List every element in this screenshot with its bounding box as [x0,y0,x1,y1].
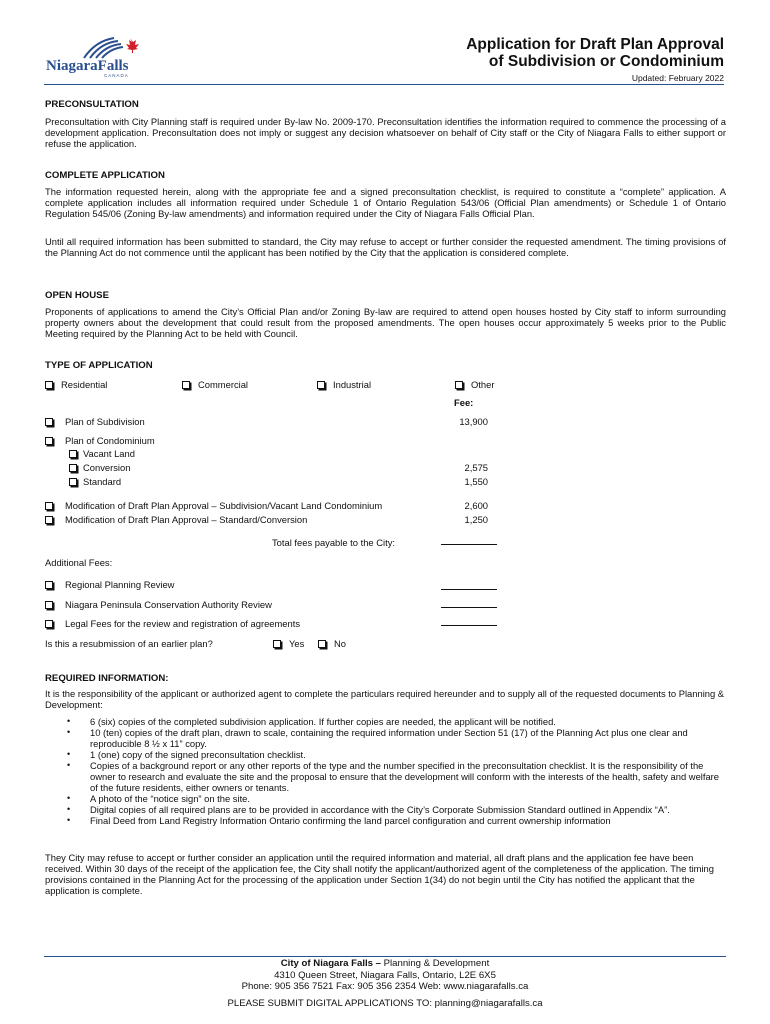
modification-standard-option[interactable]: Modification of Draft Plan Approval – Standard/Conversion [45,514,307,525]
checkbox[interactable] [45,418,53,426]
legal-fees-field[interactable] [441,625,497,626]
plan-of-condominium-option[interactable]: Plan of Condominium [45,435,155,446]
conversion-option[interactable]: Conversion [69,462,130,473]
list-item: • 10 (ten) copies of the draft plan, drawn to scale, containing the required information under Section 51 (17) of the Planning Act plus one clear and reproducible 8 ½ x 11” copy. [45,727,726,749]
logo-mark [44,32,154,78]
header-divider [44,84,724,85]
title-line-2: of Subdivision or Condominium [488,53,724,70]
complete-application-text-2: Until all required information has been submitted to standard, the City may refuse to accept or further consider the requested amendment. The timing provisions of the Planning Act do not commence until the applicant has been notified by the City that the application is considered complete. [45,236,726,258]
resubmission-no-option[interactable]: No [318,638,346,649]
checkbox[interactable] [45,581,53,589]
list-item: • Digital copies of all required plans are to be provided in accordance with the City’s Corporate Submission Standard outlined in Appendix “A”. [45,804,726,815]
vacant-land-option[interactable]: Vacant Land [69,448,135,459]
modification-subdivision-fee: 2,600 [464,500,488,511]
footer-organization: City of Niagara Falls – Planning & Development [280,958,490,969]
required-information-closing: They City may refuse to accept or further consider an application until the required information and material, all draft plans and the application fee have been received. Within 30 days of the receipt of the application fee, the City shall notify the applicant/authorized agent of the completeness of the application. The timing provisions contained in the Planning Act for the processing of the application under Section 1(34) do not begin until the City has notified the applicant that the application is complete. [45,852,714,896]
type-commercial-option[interactable]: Commercial [182,379,248,390]
complete-application-text-1: The information requested herein, along with the appropriate fee and a signed preconsultation checklist, is required to constitute a “complete” application. A complete application includes all information required under Schedule 1 of Ontario Regulation 543/06 (Official Plan amendments) or Schedule 1 of Ontario Regulation 545/06 (Zoning By-law amendments) and information required under the City of Niagara Falls Official Plan. [45,186,726,219]
preconsultation-text: Preconsultation with City Planning staff is required under By-law No. 2009-170. Preconsultation identifies the information required to commence the processing of a development application. Preconsultation does not imply or suggest any decision whatsoever on behalf of City staff or the City of Niagara Falls to either support or refuse the application. [45,116,726,149]
modification-standard-fee: 1,250 [464,514,488,525]
regional-review-fee-field[interactable] [441,589,497,590]
list-item: • Copies of a background report or any other reports of the type and the number specified in the preconsultation checklist. It is the responsibility of the owner to research and evaluate the site and the proposal to ensure that the development will conform with the interests of the health, safety and welfare of the future residents, either owners or tenants. [45,760,726,793]
type-of-application-heading: TYPE OF APPLICATION [45,360,153,371]
fee-column-header: Fee: [454,397,474,408]
svg-text:CANADA: CANADA [104,73,129,78]
list-item: • 6 (six) copies of the completed subdivision application. If further copies are needed, the applicant will be notified. [45,716,726,727]
total-fees-label: Total fees payable to the City: [272,537,395,548]
complete-application-heading: COMPLETE APPLICATION [45,170,165,181]
checkbox[interactable] [45,381,53,389]
list-item: • Final Deed from Land Registry Information Ontario confirming the land parcel configuration and current ownership information [45,815,726,826]
npca-review-option[interactable]: Niagara Peninsula Conservation Authority Review [45,599,272,610]
document-title [466,36,724,84]
checkbox[interactable] [182,381,190,389]
plan-of-subdivision-option[interactable]: Plan of Subdivision [45,416,145,427]
updated-date: Updated: February 2022 [631,73,724,83]
checkbox[interactable] [45,516,53,524]
footer-submit-note: PLEASE SUBMIT DIGITAL APPLICATIONS TO: planning@niagarafalls.ca [227,997,543,1009]
checkbox[interactable] [45,502,53,510]
standard-option[interactable]: Standard [69,476,121,487]
checkbox[interactable] [318,640,326,648]
checkbox[interactable] [45,620,53,628]
type-other-option[interactable]: Other [455,379,494,390]
open-house-heading: OPEN HOUSE [45,290,109,301]
resubmission-yes-option[interactable]: Yes [273,638,304,649]
standard-fee: 1,550 [464,476,488,487]
required-information-intro: It is the responsibility of the applicant or authorized agent to complete the particulars required hereunder and to supply all of the requested documents to Planning & Development: [45,688,725,710]
list-item: • 1 (one) copy of the signed preconsultation checklist. [45,749,726,760]
list-item: • A photo of the “notice sign” on the site. [45,793,726,804]
additional-fees-label: Additional Fees: [45,557,113,568]
checkbox[interactable] [45,437,53,445]
plan-of-subdivision-fee: 13,900 [459,416,488,427]
npca-review-fee-field[interactable] [441,607,497,608]
svg-text:NiagaraFalls: NiagaraFalls [46,58,129,74]
legal-fees-option[interactable]: Legal Fees for the review and registration of agreements [45,618,300,629]
footer-contact: Phone: 905 356 7521 Fax: 905 356 2354 Web: www.niagarafalls.ca [241,981,529,992]
open-house-text: Proponents of applications to amend the City’s Official Plan and/or Zoning By-law are required to attend open houses hosted by City staff to inform surrounding property owners about the development that could result from the proposed amendments. The open houses occur approximately 5 weeks prior to the Public Meeting required by the Planning Act to be held with Council. [45,306,726,339]
footer [0,958,770,1009]
regional-review-option[interactable]: Regional Planning Review [45,579,174,590]
checkbox[interactable] [69,478,77,486]
checkbox[interactable] [45,601,53,609]
type-residential-option[interactable]: Residential [45,379,107,390]
title-line-1: Application for Draft Plan Approval [466,36,724,53]
required-documents-list [45,716,726,826]
preconsultation-heading: PRECONSULTATION [45,99,139,110]
required-information-heading: REQUIRED INFORMATION: [45,673,169,684]
modification-subdivision-option[interactable]: Modification of Draft Plan Approval – Subdivision/Vacant Land Condominium [45,500,382,511]
checkbox[interactable] [317,381,325,389]
footer-address: 4310 Queen Street, Niagara Falls, Ontario, L2E 6X5 [274,969,496,981]
footer-divider [44,956,726,957]
total-fees-field[interactable] [441,544,497,545]
type-industrial-option[interactable]: Industrial [317,379,371,390]
niagara-falls-logo [44,32,154,78]
checkbox[interactable] [273,640,281,648]
checkbox[interactable] [69,464,77,472]
resubmission-question: Is this a resubmission of an earlier plan? [45,638,213,649]
checkbox[interactable] [69,450,77,458]
conversion-fee: 2,575 [464,462,488,473]
checkbox[interactable] [455,381,463,389]
